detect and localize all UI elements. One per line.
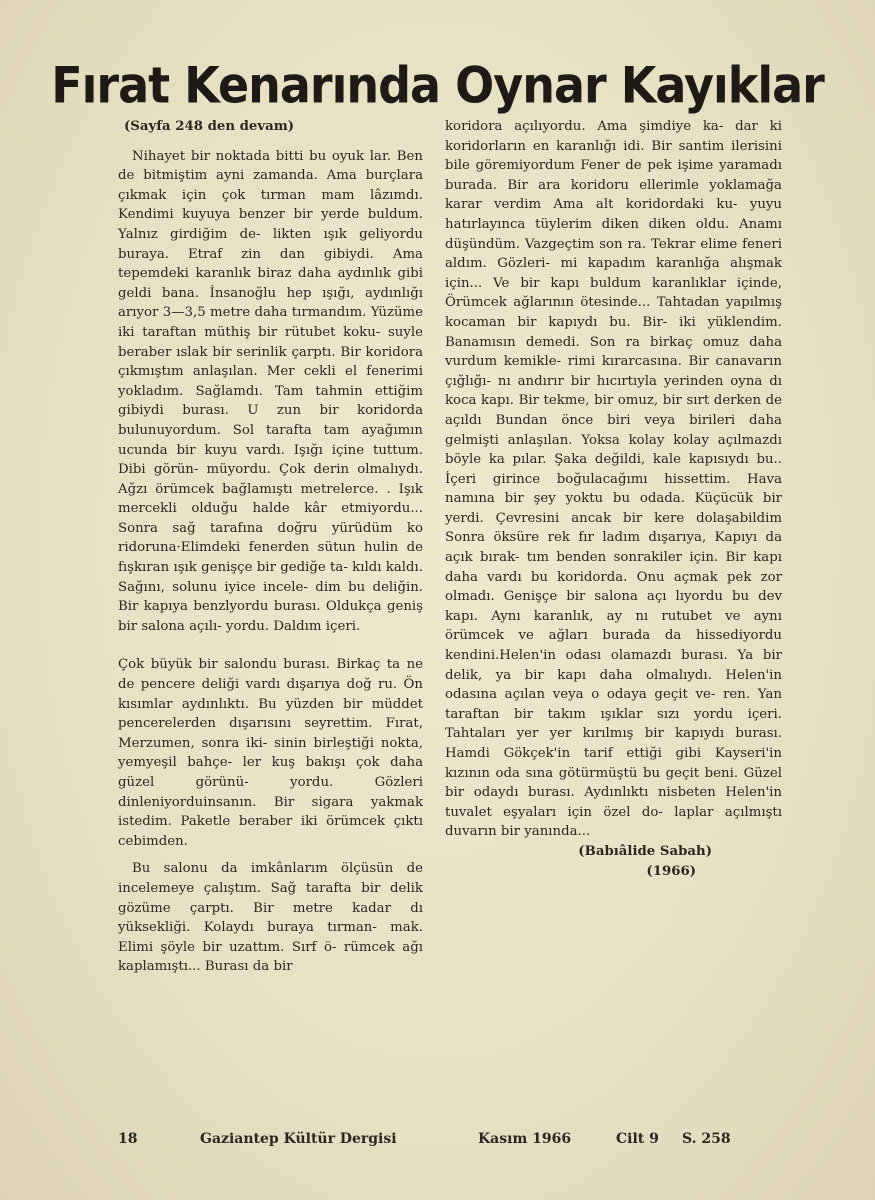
magazine-name: Gaziantep Kültür Dergisi [200, 1131, 397, 1147]
left-paragraph-3: Bu salonu da imkânlarım ölçüsün de incelemeye çalıştım. Sağ tarafta bir delik gözüme çarptı. Bir metre kadar dı yüksekliği. Kolaydı buraya tırman- mak. Elimi şöyle bir uzattım. Sırf ö- rümcek ağı kaplamıştı... Burası da bir [118, 861, 423, 975]
right-column [445, 117, 782, 881]
left-paragraph-2: Çok büyük bir salondu burası. Birkaç ta ne de pencere deliği vardı dışarıya doğ ru. Ön kısımlar aydınlıktı. Bu yüzden bir müddet pencerelerden dışarısını seyrettim. Fırat, Merzumen, sonra iki- sinin birleştiği nokta, yemyeşil bahçe- ler kuş bakışı çok daha güzel görünü- yordu. Gözleri dinleniyorduinsanın. Bir sigara yakmak istedim. Paketle beraber iki örümcek çıktı cebimden. [118, 657, 423, 849]
left-paragraph-1: Nihayet bir noktada bitti bu oyuk lar. Ben de bitmiştim ayni zamanda. Ama burçlara çıkmak için çok tırman mam lâzımdı. Kendimi kuyuya benzer bir yerde buldum. Yalnız girdiğim de- likten ışık geliyordu buraya. Etraf zin dan gibiydi. Ama tepemdeki karanlık biraz daha aydınlık gibi geldi bana. İnsanoğlu hep ışığı, aydınlığı arıyor 3—3,5 metre daha tırmandım. Yüzüme iki taraftan müthiş bir rütubet koku- suyle beraber ıslak bir serinlik çarptı. Bir koridora çıkmıştım anlaşılan. Mer cekli el fenerimi yokladım. Sağlamdı. Tam tahmin ettiğim gibiydi burası. U zun bir koridorda bulunuyordum. Sol tarafta tam ayağımın ucunda bir kuyu vardı. Işığı içine tuttum. Dibi görün- müyordu. Çok derin olmalıydı. Ağzı örümcek bağlamıştı metrelerce. . Işık mercekli olduğu halde kâr etmiyordu... Sonra sağ tarafına doğru yürüdüm ko ridoruna·Elimdeki fenerden sütun hulin de fışkıran ışık genişçe bir gediğe ta- kıldı kaldı. Sağını, solunu iyice incele- dim bu deliğin. Bir kapıya benzlyordu burası. Oldukça geniş bir salona açılı- yordu. Daldım içeri. [118, 148, 423, 634]
right-paragraph-1: koridora açılıyordu. Ama şimdiye ka- dar ki koridorların en karanlığı idi. Bir santim ilerisini bile göremiyordum Fener de pek işime yaramadı burada. Bir ara koridoru ellerimle yoklamağa karar verdim Ama alt koridordaki ku- yuyu hatırlayınca tüylerim diken diken oldu. Anamı düşündüm. Vazgeçtim son ra. Tekrar elime feneri aldım. Gözleri- mi kapadım karanlığa alışmak için... Ve bir kapı buldum karanlıklar içinde, Örümcek ağlarının ötesinde... Tahtadan yapılmış kocaman bir kapıydı bu. Bir- iki yüklendim. Banamısın demedi. Son ra birkaç omuz daha vurdum kemikle- rimi kırarcasına. Bir canavarın çığlığı- nı andırır bir hıcırtıyla yerinden oyna dı koca kapı. Bir tekme, bir omuz, bir sırt derken de açıldı Bundan önce biri veya birileri daha gelmişti anlaşılan. Yoksa kolay kolay açılmazdı böyle ka pılar. Şaka değildi, kale kapısıydı bu.. İçeri girince boğulacağımı hissettim. Hava namına bir şey yoktu bu odada. Küçücük bir yerdi. Çevresini ancak bir kere dolaşabildim Sonra öksüre rek fır ladım dışarıya, Kapıyı da açık bırak- tım benden sonrakiler için. Bir kapı daha vardı bu koridorda. Onu açmak pek zor olmadı. Genişçe bir salona açı lıyordu bu dev kapı. Aynı karanlık, ay nı rutubet ve aynı örümcek ve ağları burada da hissediyordu kendini.Helen'in odası olamazdı burası. Ya bir delik, ya bir kapı daha olmalıydı. Helen'in odasına açılan veya o odaya geçit ve- ren. Yan taraftan bir takım ışıklar sızı yordu içeri. Tahtaları yer yer kırılmış bir kapıydı burası. Hamdi Gökçek'in tarif ettiği gibi Kayseri'in kızının oda sına götürmüştü bu geçit beni. Güzel bir odaydı burası. Aydınlıktı nisbeten Helen'in tuvalet eşyaları için özel do- laplar açılmıştı duvarın bir yanında... [445, 119, 782, 840]
issue-date: Kasım 1966 [478, 1131, 572, 1147]
source-signature: (Babıâlide Sabah) [578, 843, 712, 859]
article-title: Fırat Kenarında Oynar Kayıklar [51, 55, 824, 115]
continued-from-note: (Sayfa 248 den devam) [124, 119, 295, 134]
issue-number: S. 258 [682, 1131, 731, 1147]
page-number: 18 [118, 1131, 138, 1147]
volume-number: Cilt 9 [616, 1131, 659, 1147]
source-year: (1966) [646, 863, 696, 879]
left-column [118, 117, 423, 977]
